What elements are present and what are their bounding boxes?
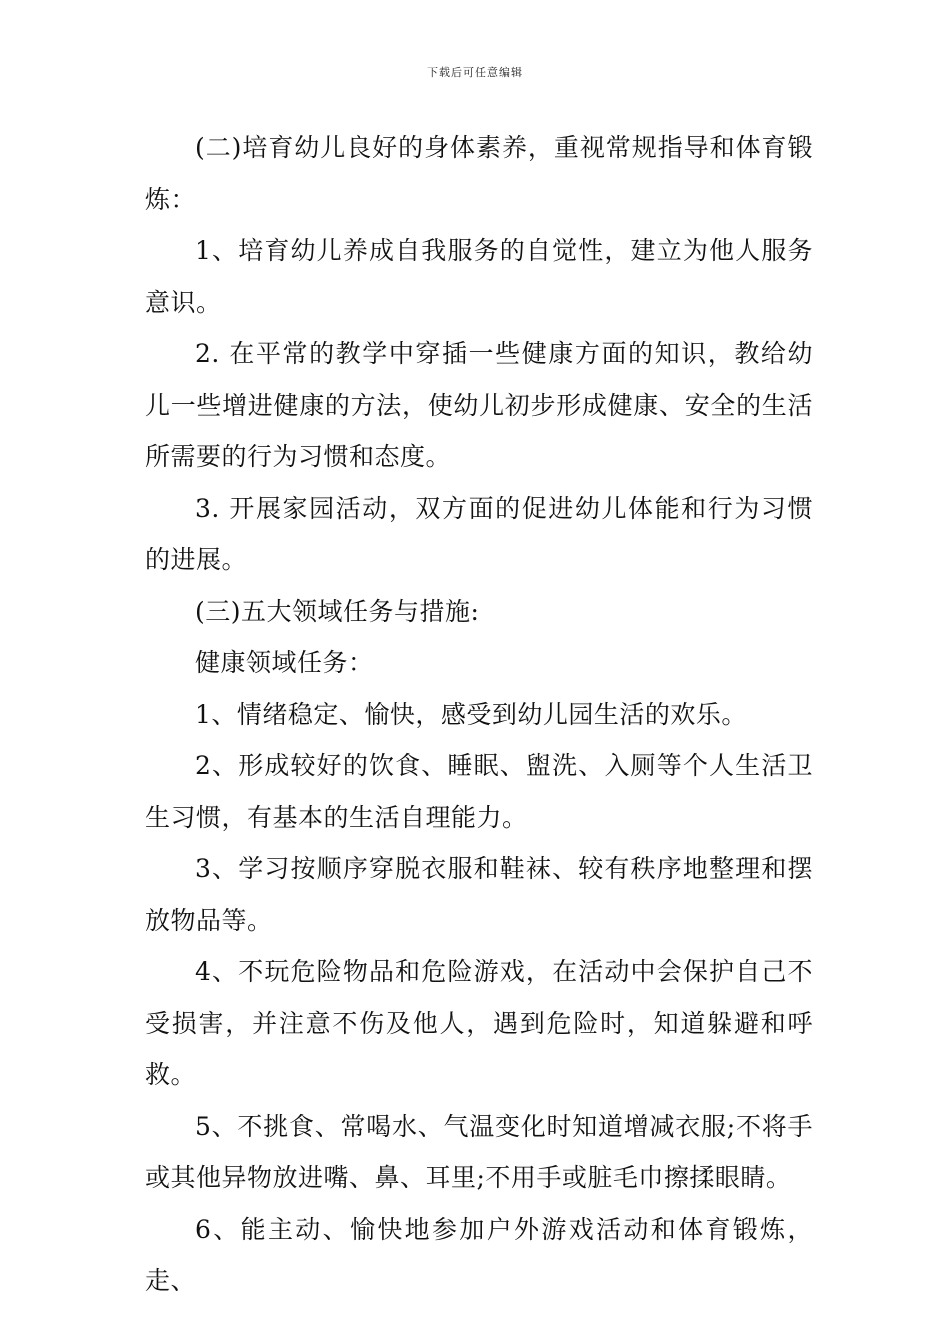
health-task-1: 1、情绪稳定、愉快，感受到幼儿园生活的欢乐。 [195, 699, 747, 729]
paragraph-item-1: 1、培育幼儿养成自我服务的自觉性，建立为他人服务意识。 [145, 236, 813, 317]
document-body [145, 122, 813, 1307]
health-tasks-heading: 健康领域任务： [195, 648, 374, 677]
page-header-note: 下载后可任意编辑 [427, 66, 523, 79]
health-task-2: 2、形成较好的饮食、睡眠、盥洗、入厕等个人生活卫生习惯，有基本的生活自理能力。 [145, 751, 813, 832]
health-task-5: 5、不挑食、常喝水、气温变化时知道增减衣服;不将手或其他异物放进嘴、鼻、耳里;不用手或脏毛巾擦揉眼睛。 [145, 1111, 813, 1192]
health-task-4: 4、不玩危险物品和危险游戏，在活动中会保护自己不受损害，并注意不伤及他人，遇到危险时，知道躲避和呼救。 [145, 957, 813, 1089]
section-two-heading: (二)培育幼儿良好的身体素养，重视常规指导和体育锻炼： [145, 133, 813, 214]
section-three-heading: (三)五大领域任务与措施: [195, 596, 480, 626]
paragraph-item-3: 3. 开展家园活动，双方面的促进幼儿体能和行为习惯的进展。 [145, 493, 813, 574]
paragraph-item-2: 2. 在平常的教学中穿插一些健康方面的知识，教给幼儿一些增进健康的方法，使幼儿初步形成健康、安全的生活所需要的行为习惯和态度。 [145, 339, 813, 471]
health-task-6: 6、能主动、愉快地参加户外游戏活动和体育锻炼，走、 [145, 1214, 813, 1295]
health-task-3: 3、学习按顺序穿脱衣服和鞋袜、较有秩序地整理和摆放物品等。 [145, 854, 813, 935]
